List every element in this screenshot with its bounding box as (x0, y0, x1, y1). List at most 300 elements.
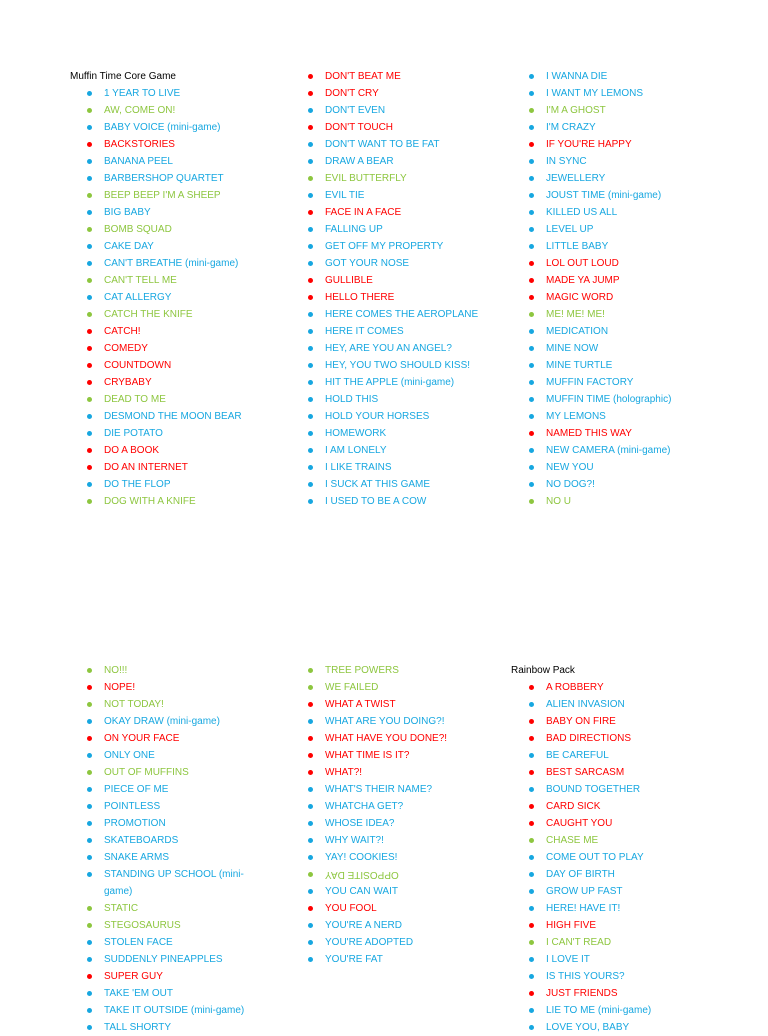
card-name: CHASE ME (546, 835, 599, 846)
bullet-icon (308, 821, 313, 826)
bullet-icon (529, 702, 534, 707)
card-name: NEW CAMERA (mini-game) (546, 445, 671, 456)
card-name: JOUST TIME (mini-game) (546, 190, 662, 201)
list-item (529, 340, 729, 357)
bullet-icon (87, 974, 92, 979)
list-item (308, 476, 508, 493)
list-item (308, 832, 508, 849)
card-name: PROMOTION (104, 818, 166, 829)
bullet-icon (308, 363, 313, 368)
bullet-icon (87, 838, 92, 843)
list-item (529, 832, 731, 849)
bullet-icon (308, 787, 313, 792)
bullet-icon (87, 244, 92, 249)
bullet-icon (529, 363, 534, 368)
list-item (308, 425, 508, 442)
card-name: HEY, YOU TWO SHOULD KISS! (325, 360, 471, 371)
list-item (87, 815, 247, 832)
list-item (529, 238, 729, 255)
card-name: ME! ME! ME! (546, 309, 605, 320)
list-item (529, 679, 731, 696)
bullet-icon (529, 940, 534, 945)
list-item (529, 136, 729, 153)
list-item (308, 798, 508, 815)
card-name: ON YOUR FACE (104, 733, 180, 744)
card-name: LOL OUT LOUD (546, 258, 619, 269)
list-item (529, 696, 731, 713)
card-name: BE CAREFUL (546, 750, 609, 761)
list-item (87, 900, 247, 917)
list-item (308, 102, 508, 119)
list-item (308, 204, 508, 221)
bullet-icon (87, 804, 92, 809)
bullet-icon (308, 957, 313, 962)
card-name: EVIL TIE (325, 190, 365, 201)
bullet-icon (308, 906, 313, 911)
list-item (87, 968, 247, 985)
card-name: HOLD THIS (325, 394, 379, 405)
card-name: I WANT MY LEMONS (546, 88, 644, 99)
card-name: MEDICATION (546, 326, 609, 337)
list-item (87, 289, 270, 306)
card-name: ONLY ONE (104, 750, 155, 761)
list-item (87, 357, 270, 374)
bullet-icon (87, 278, 92, 283)
card-name: HERE COMES THE AEROPLANE (325, 309, 479, 320)
bullet-icon (308, 685, 313, 690)
card-name: OKAY DRAW (mini-game) (104, 716, 220, 727)
list-item (87, 255, 270, 272)
list-item (529, 102, 729, 119)
card-name: YOU FOOL (325, 903, 377, 914)
card-name: SKATEBOARDS (104, 835, 179, 846)
card-name: STANDING UP SCHOOL (mini-game) (104, 869, 244, 897)
bullet-icon (308, 753, 313, 758)
card-name: HOLD YOUR HORSES (325, 411, 430, 422)
list-item (308, 849, 508, 866)
card-name: WHATCHA GET? (325, 801, 404, 812)
list-item (87, 136, 270, 153)
card-name: DESMOND THE MOON BEAR (104, 411, 242, 422)
list-item (87, 1002, 247, 1019)
card-list (308, 68, 508, 510)
list-item (308, 119, 508, 136)
card-name: I LOVE IT (546, 954, 590, 965)
column-core-game-3 (529, 68, 729, 510)
card-name: WHAT HAVE YOU DONE?! (325, 733, 448, 744)
bullet-icon (308, 414, 313, 419)
card-name: WHAT'S THEIR NAME? (325, 784, 433, 795)
list-item (308, 340, 508, 357)
bullet-icon (308, 465, 313, 470)
list-item (308, 68, 508, 85)
bullet-icon (529, 261, 534, 266)
list-item (529, 883, 731, 900)
card-name: I CAN'T READ (546, 937, 612, 948)
bullet-icon (308, 770, 313, 775)
bullet-icon (529, 176, 534, 181)
bullet-icon (308, 702, 313, 707)
bullet-icon (87, 991, 92, 996)
list-item (529, 730, 731, 747)
card-name: BACKSTORIES (104, 139, 175, 150)
bullet-icon (87, 91, 92, 96)
list-item (87, 1019, 247, 1036)
card-name: YOU'RE A NERD (325, 920, 402, 931)
bullet-icon (308, 125, 313, 130)
list-item (529, 781, 731, 798)
card-name: HIT THE APPLE (mini-game) (325, 377, 455, 388)
list-item (87, 781, 247, 798)
bullet-icon (529, 125, 534, 130)
card-name: LIE TO ME (mini-game) (546, 1005, 652, 1016)
list-item (529, 68, 729, 85)
card-name: SUDDENLY PINEAPPLES (104, 954, 223, 965)
card-name: ALIEN INVASION (546, 699, 625, 710)
bullet-icon (87, 940, 92, 945)
bullet-icon (529, 499, 534, 504)
list-item (308, 153, 508, 170)
bullet-icon (308, 397, 313, 402)
bullet-icon (308, 295, 313, 300)
card-name: CAN'T BREATHE (mini-game) (104, 258, 239, 269)
bullet-icon (308, 244, 313, 249)
card-name: TALL SHORTY (104, 1022, 172, 1033)
bullet-icon (87, 702, 92, 707)
card-name: I AM LONELY (325, 445, 387, 456)
card-name: IF YOU'RE HAPPY (546, 139, 632, 150)
list-item (308, 781, 508, 798)
bullet-icon (87, 821, 92, 826)
card-name: CRYBABY (104, 377, 152, 388)
bullet-icon (87, 329, 92, 334)
bullet-icon (529, 685, 534, 690)
card-name: I WANNA DIE (546, 71, 608, 82)
bullet-icon (87, 685, 92, 690)
bullet-icon (87, 499, 92, 504)
section-heading-core-game: Muffin Time Core Game (70, 71, 176, 82)
list-item (529, 815, 731, 832)
card-name: COMEDY (104, 343, 148, 354)
card-name: YAY! COOKIES! (325, 852, 398, 863)
bullet-icon (87, 193, 92, 198)
list-item (529, 425, 729, 442)
card-name: MY LEMONS (546, 411, 606, 422)
list-item (529, 391, 729, 408)
bullet-icon (529, 821, 534, 826)
card-name: SNAKE ARMS (104, 852, 170, 863)
list-item (308, 323, 508, 340)
bullet-icon (529, 329, 534, 334)
list-item (529, 306, 729, 323)
list-item (308, 815, 508, 832)
list-item (87, 951, 247, 968)
list-item (308, 255, 508, 272)
bullet-icon (87, 668, 92, 673)
bullet-icon (529, 380, 534, 385)
column-core-game-1 (70, 68, 270, 510)
list-item (529, 204, 729, 221)
card-name: AW, COME ON! (104, 105, 176, 116)
card-name: FALLING UP (325, 224, 383, 235)
bullet-icon (529, 923, 534, 928)
list-item (529, 917, 731, 934)
card-name: WE FAILED (325, 682, 379, 693)
list-item (87, 374, 270, 391)
bullet-icon (87, 210, 92, 215)
list-item (529, 153, 729, 170)
list-item (87, 204, 270, 221)
list-item (87, 662, 247, 679)
card-name: IN SYNC (546, 156, 587, 167)
bullet-icon (87, 1025, 92, 1030)
list-item (529, 119, 729, 136)
bullet-icon (529, 312, 534, 317)
list-item (87, 187, 270, 204)
column-core-game-2 (308, 68, 508, 510)
card-name: LEVEL UP (546, 224, 594, 235)
card-name: TREE POWERS (325, 665, 399, 676)
card-name: DON'T WANT TO BE FAT (325, 139, 440, 150)
bullet-icon (308, 923, 313, 928)
bullet-icon (529, 889, 534, 894)
list-item (529, 187, 729, 204)
list-item (308, 951, 508, 968)
list-item (529, 408, 729, 425)
bullet-icon (529, 74, 534, 79)
card-name: KILLED US ALL (546, 207, 618, 218)
list-item (87, 849, 247, 866)
list-item (87, 272, 270, 289)
card-name: MUFFIN FACTORY (546, 377, 634, 388)
bullet-icon (87, 261, 92, 266)
bullet-icon (529, 787, 534, 792)
list-item (87, 696, 247, 713)
list-item (308, 187, 508, 204)
list-item (529, 1002, 731, 1019)
bullet-icon (529, 957, 534, 962)
list-item (87, 238, 270, 255)
card-name: NOT TODAY! (104, 699, 164, 710)
card-list (529, 68, 729, 510)
card-name: GROW UP FAST (546, 886, 623, 897)
card-name: STEGOSAURUS (104, 920, 181, 931)
card-name: BARBERSHOP QUARTET (104, 173, 224, 184)
card-name: JEWELLERY (546, 173, 606, 184)
list-item (529, 985, 731, 1002)
bullet-icon (87, 346, 92, 351)
bullet-icon (529, 244, 534, 249)
bullet-icon (87, 363, 92, 368)
section-heading-rainbow-pack: Rainbow Pack (511, 665, 575, 676)
card-name: BEEP BEEP I'M A SHEEP (104, 190, 221, 201)
list-item (308, 747, 508, 764)
card-name: BIG BABY (104, 207, 151, 218)
card-name: STOLEN FACE (104, 937, 173, 948)
list-item (529, 968, 731, 985)
card-name: NO!!! (104, 665, 128, 676)
bullet-icon (87, 227, 92, 232)
list-item (529, 442, 729, 459)
bullet-icon (529, 753, 534, 758)
bullet-icon (529, 770, 534, 775)
card-name: DON'T TOUCH (325, 122, 394, 133)
card-name: I USED TO BE A COW (325, 496, 427, 507)
bullet-icon (308, 142, 313, 147)
list-item (529, 272, 729, 289)
card-name: I LIKE TRAINS (325, 462, 392, 473)
bullet-icon (529, 346, 534, 351)
bullet-icon (87, 380, 92, 385)
card-name: HERE IT COMES (325, 326, 404, 337)
card-name: NOPE! (104, 682, 136, 693)
list-item (529, 255, 729, 272)
list-item (87, 730, 247, 747)
bullet-icon (529, 159, 534, 164)
list-item (87, 425, 270, 442)
bullet-icon (308, 668, 313, 673)
bullet-icon (529, 431, 534, 436)
bullet-icon (308, 889, 313, 894)
bullet-icon (529, 991, 534, 996)
card-name: BEST SARCASM (546, 767, 625, 778)
list-item (308, 306, 508, 323)
card-name: EVIL BUTTERFLY (325, 173, 407, 184)
bullet-icon (308, 329, 313, 334)
bullet-icon (87, 176, 92, 181)
list-item (87, 85, 270, 102)
bullet-icon (308, 227, 313, 232)
list-item (87, 119, 270, 136)
list-item (308, 272, 508, 289)
list-item (529, 323, 729, 340)
list-item (87, 917, 247, 934)
card-name: MINE TURTLE (546, 360, 613, 371)
column-rainbow-pack (511, 662, 731, 1036)
bullet-icon (87, 159, 92, 164)
card-name: HERE! HAVE IT! (546, 903, 621, 914)
card-name: HIGH FIVE (546, 920, 597, 931)
list-item (308, 374, 508, 391)
card-name: DO AN INTERNET (104, 462, 188, 473)
list-item (87, 408, 270, 425)
card-name: GET OFF MY PROPERTY (325, 241, 444, 252)
bullet-icon (87, 906, 92, 911)
list-item (308, 900, 508, 917)
list-item (529, 357, 729, 374)
list-item (529, 866, 731, 883)
list-item (308, 85, 508, 102)
list-item (308, 289, 508, 306)
card-name: BOUND TOGETHER (546, 784, 641, 795)
bullet-icon (529, 397, 534, 402)
card-name: YOU'RE ADOPTED (325, 937, 414, 948)
bullet-icon (529, 872, 534, 877)
card-list (87, 85, 270, 510)
list-item (529, 85, 729, 102)
card-name: FACE IN A FACE (325, 207, 402, 218)
bullet-icon (529, 295, 534, 300)
list-item (87, 306, 270, 323)
card-name: BOMB SQUAD (104, 224, 172, 235)
bullet-icon (87, 397, 92, 402)
list-item (529, 493, 729, 510)
list-item (529, 764, 731, 781)
card-name: I SUCK AT THIS GAME (325, 479, 431, 490)
list-item (308, 764, 508, 781)
list-item (87, 340, 270, 357)
card-name: GOT YOUR NOSE (325, 258, 410, 269)
bullet-icon (87, 108, 92, 113)
card-name: MUFFIN TIME (holographic) (546, 394, 672, 405)
card-name: TAKE IT OUTSIDE (mini-game) (104, 1005, 245, 1016)
column-core-game-4 (87, 662, 247, 1036)
bullet-icon (308, 804, 313, 809)
list-item (308, 883, 508, 900)
list-item (529, 476, 729, 493)
bullet-icon (308, 940, 313, 945)
list-item (308, 238, 508, 255)
card-name: DOG WITH A KNIFE (104, 496, 196, 507)
bullet-icon (308, 346, 313, 351)
card-name: DIE POTATO (104, 428, 163, 439)
list-item (87, 102, 270, 119)
bullet-icon (87, 295, 92, 300)
bullet-icon (529, 1025, 534, 1030)
card-name: CAKE DAY (104, 241, 154, 252)
card-name: A ROBBERY (546, 682, 604, 693)
bullet-icon (308, 312, 313, 317)
list-item (529, 374, 729, 391)
bullet-icon (87, 125, 92, 130)
bullet-icon (87, 312, 92, 317)
list-item (87, 442, 270, 459)
bullet-icon (87, 1008, 92, 1013)
bullet-icon (308, 499, 313, 504)
bullet-icon (308, 448, 313, 453)
card-name: MAGIC WORD (546, 292, 614, 303)
bullet-icon (529, 719, 534, 724)
card-name: COME OUT TO PLAY (546, 852, 644, 863)
list-item (308, 391, 508, 408)
card-name: POINTLESS (104, 801, 161, 812)
bullet-icon (529, 91, 534, 96)
card-name: DO THE FLOP (104, 479, 171, 490)
bullet-icon (308, 210, 313, 215)
card-name: WHAT?! (325, 767, 363, 778)
list-item (529, 849, 731, 866)
list-item (87, 764, 247, 781)
card-name: IS THIS YOURS? (546, 971, 625, 982)
bullet-icon (308, 855, 313, 860)
list-item (308, 408, 508, 425)
bullet-icon (87, 872, 92, 877)
card-list (308, 662, 508, 968)
bullet-icon (308, 176, 313, 181)
card-list (87, 662, 247, 1036)
list-item (308, 934, 508, 951)
bullet-icon (308, 482, 313, 487)
bullet-icon (87, 736, 92, 741)
card-name: NO U (546, 496, 571, 507)
card-name: WHY WAIT?! (325, 835, 384, 846)
list-item (87, 153, 270, 170)
bullet-icon (529, 193, 534, 198)
list-item (87, 866, 247, 900)
card-name: COUNTDOWN (104, 360, 172, 371)
card-name: CAN'T TELL ME (104, 275, 177, 286)
bullet-icon (529, 414, 534, 419)
